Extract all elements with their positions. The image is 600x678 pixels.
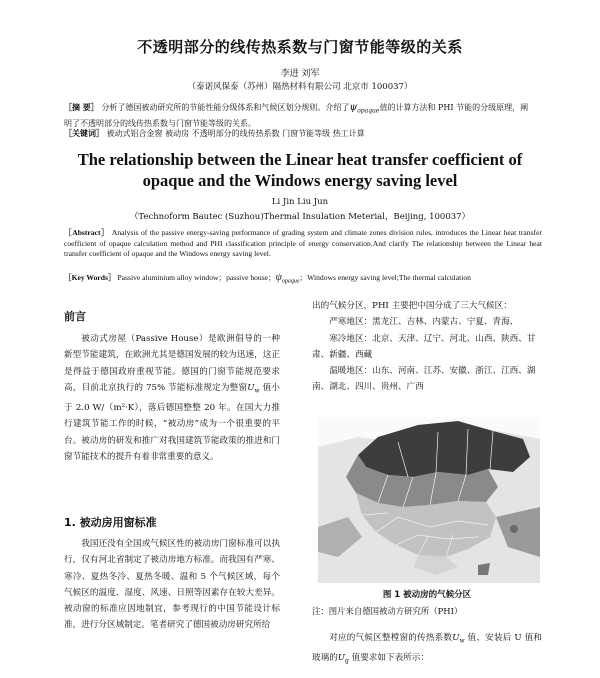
paper-title-cn: 不透明部分的线传热系数与门窗节能等级的关系: [137, 38, 463, 56]
abstract-cn: [64, 101, 534, 130]
abstract-en-label: ［Abstract］: [64, 228, 110, 237]
intro-heading: 前言: [64, 310, 86, 323]
climate-zone-map: [318, 417, 540, 583]
psi-subscript-en: opaque: [281, 278, 300, 285]
figure-caption: 图 1 被动房的气候分区: [382, 590, 472, 600]
authors-cn: 李进 刘军: [280, 69, 320, 79]
keywords-en-text-2: ；Windows energy saving level;The thermal calculation: [299, 273, 471, 282]
section1-text: 我国还没有全国或气候区性的被动房门窗标准可以执行，仅有河北省制定了被动房地方标准。而我国有严寒、寒冷、夏热冬冷、夏热冬暖、温和 5 个气候区域，每个气候区的温度、湿度、风速、日照等因素存在较大差异。被动窗的标准应因地制宜，参考现行的中国节能设计标准，进行分区域制定。笔者研究了德国被动房研究所给: [64, 539, 280, 631]
abstract-en-text: Analysis of the passive energy-saving performance of grading system and climate zones division rules, introduces the Linear heat transfer coefficient of opaque calculation method and PHI classification principle of energy conservation.And clarify The relationship between the Linear heat transfer coefficient of opaque and the Windows energy saving level.: [64, 228, 542, 259]
u-subscript: w: [254, 387, 260, 395]
keywords-en: [64, 273, 542, 287]
bottom-text-3: 值要求如下表所示：: [348, 653, 429, 664]
u2-symbol: U: [337, 653, 346, 664]
affiliation-cn: （泰诺风保泰（苏州）隔热材料有限公司 北京市 100037）: [187, 82, 413, 92]
climate-zone-cold: 寒冷地区：北京、天津、辽宁、河北、山西、陕西、甘肃、新疆、西藏: [312, 333, 536, 360]
u2-subscript: g: [345, 657, 349, 665]
intro-text-2: 值小于 2.0 W/（m²·K），落后德国整整 20 年。在国大力推行建筑节能工作的时候，“被动房”成为一个很重要的平台。被动房的研发和推广对我国建筑节能政策的推进和门窗节能技术的提升有着非常重要的意义。: [64, 382, 280, 462]
climate-zone-warm: 温暖地区：山东、河南、江苏、安徽、浙江、江西、湖南、湖北、四川、贵州、广西: [312, 366, 536, 393]
u1-subscript: w: [459, 637, 465, 645]
keywords-cn-label: ［关键词］: [64, 128, 104, 138]
intro-text-1: 被动式房屋（Passive House）是欧洲倡导的一种新型节能建筑，在欧洲尤其是德国发展的较为迅速，这正是得益于德国政府重视节能。德国的门窗节能规范要求高，目前北京执行的 75% 节能标准规定为整窗: [64, 334, 280, 393]
climate-zone-severe-cold: 严寒地区：黑龙江、吉林、内蒙古、宁夏、青海、: [329, 317, 519, 328]
keywords-en-text-1: Passive aluminium alloy window；passive house；: [117, 273, 276, 282]
authors-en: Li Jin Liu Jun: [271, 197, 329, 207]
u1-symbol: U: [452, 633, 460, 643]
affiliation-en: （Technoform Bautec (Suzhou)Thermal Insulation Meterial，Beijing, 100037）: [129, 212, 471, 222]
climate-intro: 出的气候分区，PHI 主要把中国分成了三大气候区：: [312, 301, 512, 311]
keywords-cn: [64, 127, 534, 140]
section1-heading: 1. 被动房用窗标准: [64, 516, 157, 529]
psi-subscript: opaque: [357, 107, 380, 115]
bottom-text-2: 值、安装后 U 值和玻璃的: [312, 633, 542, 664]
bottom-text-1: 对应的气候区整樘窗的传热系数: [329, 633, 453, 643]
abstract-cn-text-1: 分析了德国被动研究所的节能性能分级体系和气候区划分规则。介绍了: [101, 103, 350, 112]
abstract-en: [64, 228, 542, 260]
abstract-cn-label: ［摘 要］: [64, 102, 99, 112]
intro-paragraph: [64, 331, 280, 465]
figure-note: 注：图片来自德国被动方研究所（PHI）: [312, 606, 463, 616]
u-symbol: U: [247, 382, 255, 393]
bottom-paragraph: [312, 630, 542, 670]
paper-title-en: The relationship between the Linear heat transfer coefficient of opaque and the Windows energy saving level: [77, 150, 523, 190]
psi-symbol-en: ψ: [275, 272, 282, 283]
psi-symbol: ψ: [349, 102, 358, 113]
section1-paragraph: [64, 536, 280, 634]
climate-list: [312, 298, 542, 396]
abstract-cn-text-2: 值的计算方法和 PHI 节能的分级原理，阐明了不透明部分的线传热系数与门窗节能等级的关系。: [64, 103, 529, 128]
keywords-cn-text: 被动式铝合金窗 被动房 不透明部分的线传热系数 门窗节能等级 热工计算: [106, 129, 365, 138]
keywords-en-label: ［Key Words］: [64, 273, 116, 282]
